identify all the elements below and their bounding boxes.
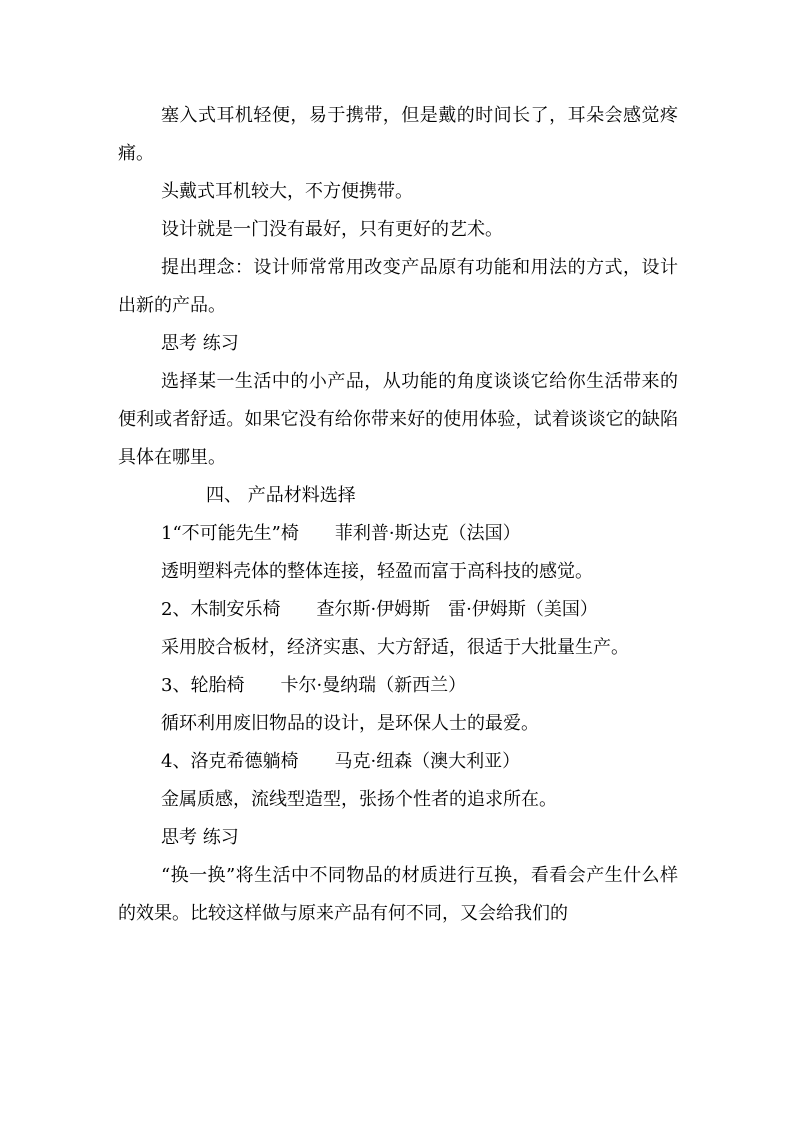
paragraph-think-practice-2: 思考 练习 <box>161 827 239 848</box>
paragraph-think-practice-1: 思考 练习 <box>161 333 239 354</box>
paragraph-earbuds: 塞入式耳机轻便，易于携带，但是戴的时间长了，耳朵会感觉疼痛。 <box>118 105 678 164</box>
paragraph-design-concept: 提出理念：设计师常常用改变产品原有功能和用法的方式，设计出新的产品。 <box>118 257 678 316</box>
list-item-chair-2-desc: 采用胶合板材，经济实惠、大方舒适，很适于大批量生产。 <box>161 637 629 658</box>
paragraph-headphones: 头戴式耳机较大，不方便携带。 <box>161 181 413 202</box>
document-body <box>118 97 678 933</box>
paragraph-exercise-2: “换一换”将生活中不同物品的材质进行互换，看看会产生什么样的效果。比较这样做与原来产品有何不同，又会给我们的 <box>118 865 678 924</box>
paragraph-exercise-1: 选择某一生活中的小产品，从功能的角度谈谈它给你生活带来的便利或者舒适。如果它没有给你带来好的使用体验，试着谈谈它的缺陷具体在哪里。 <box>118 371 678 468</box>
list-item-chair-1: 1“不可能先生”椅 菲利普·斯达克（法国） <box>161 523 521 544</box>
paragraph-design-art: 设计就是一门没有最好，只有更好的艺术。 <box>161 219 503 240</box>
list-item-chair-3: 3、轮胎椅 卡尔·曼纳瑞（新西兰） <box>161 675 467 696</box>
list-item-chair-2: 2、木制安乐椅 查尔斯·伊姆斯 雷·伊姆斯（美国） <box>161 599 598 620</box>
section-heading: 四、 产品材料选择 <box>206 485 356 506</box>
list-item-chair-4: 4、洛克希德躺椅 马克·纽森（澳大利亚） <box>161 751 521 772</box>
list-item-chair-4-desc: 金属质感，流线型造型，张扬个性者的追求所在。 <box>161 789 557 810</box>
list-item-chair-3-desc: 循环利用废旧物品的设计，是环保人士的最爱。 <box>161 713 539 734</box>
list-item-chair-1-desc: 透明塑料壳体的整体连接，轻盈而富于高科技的感觉。 <box>161 561 593 582</box>
